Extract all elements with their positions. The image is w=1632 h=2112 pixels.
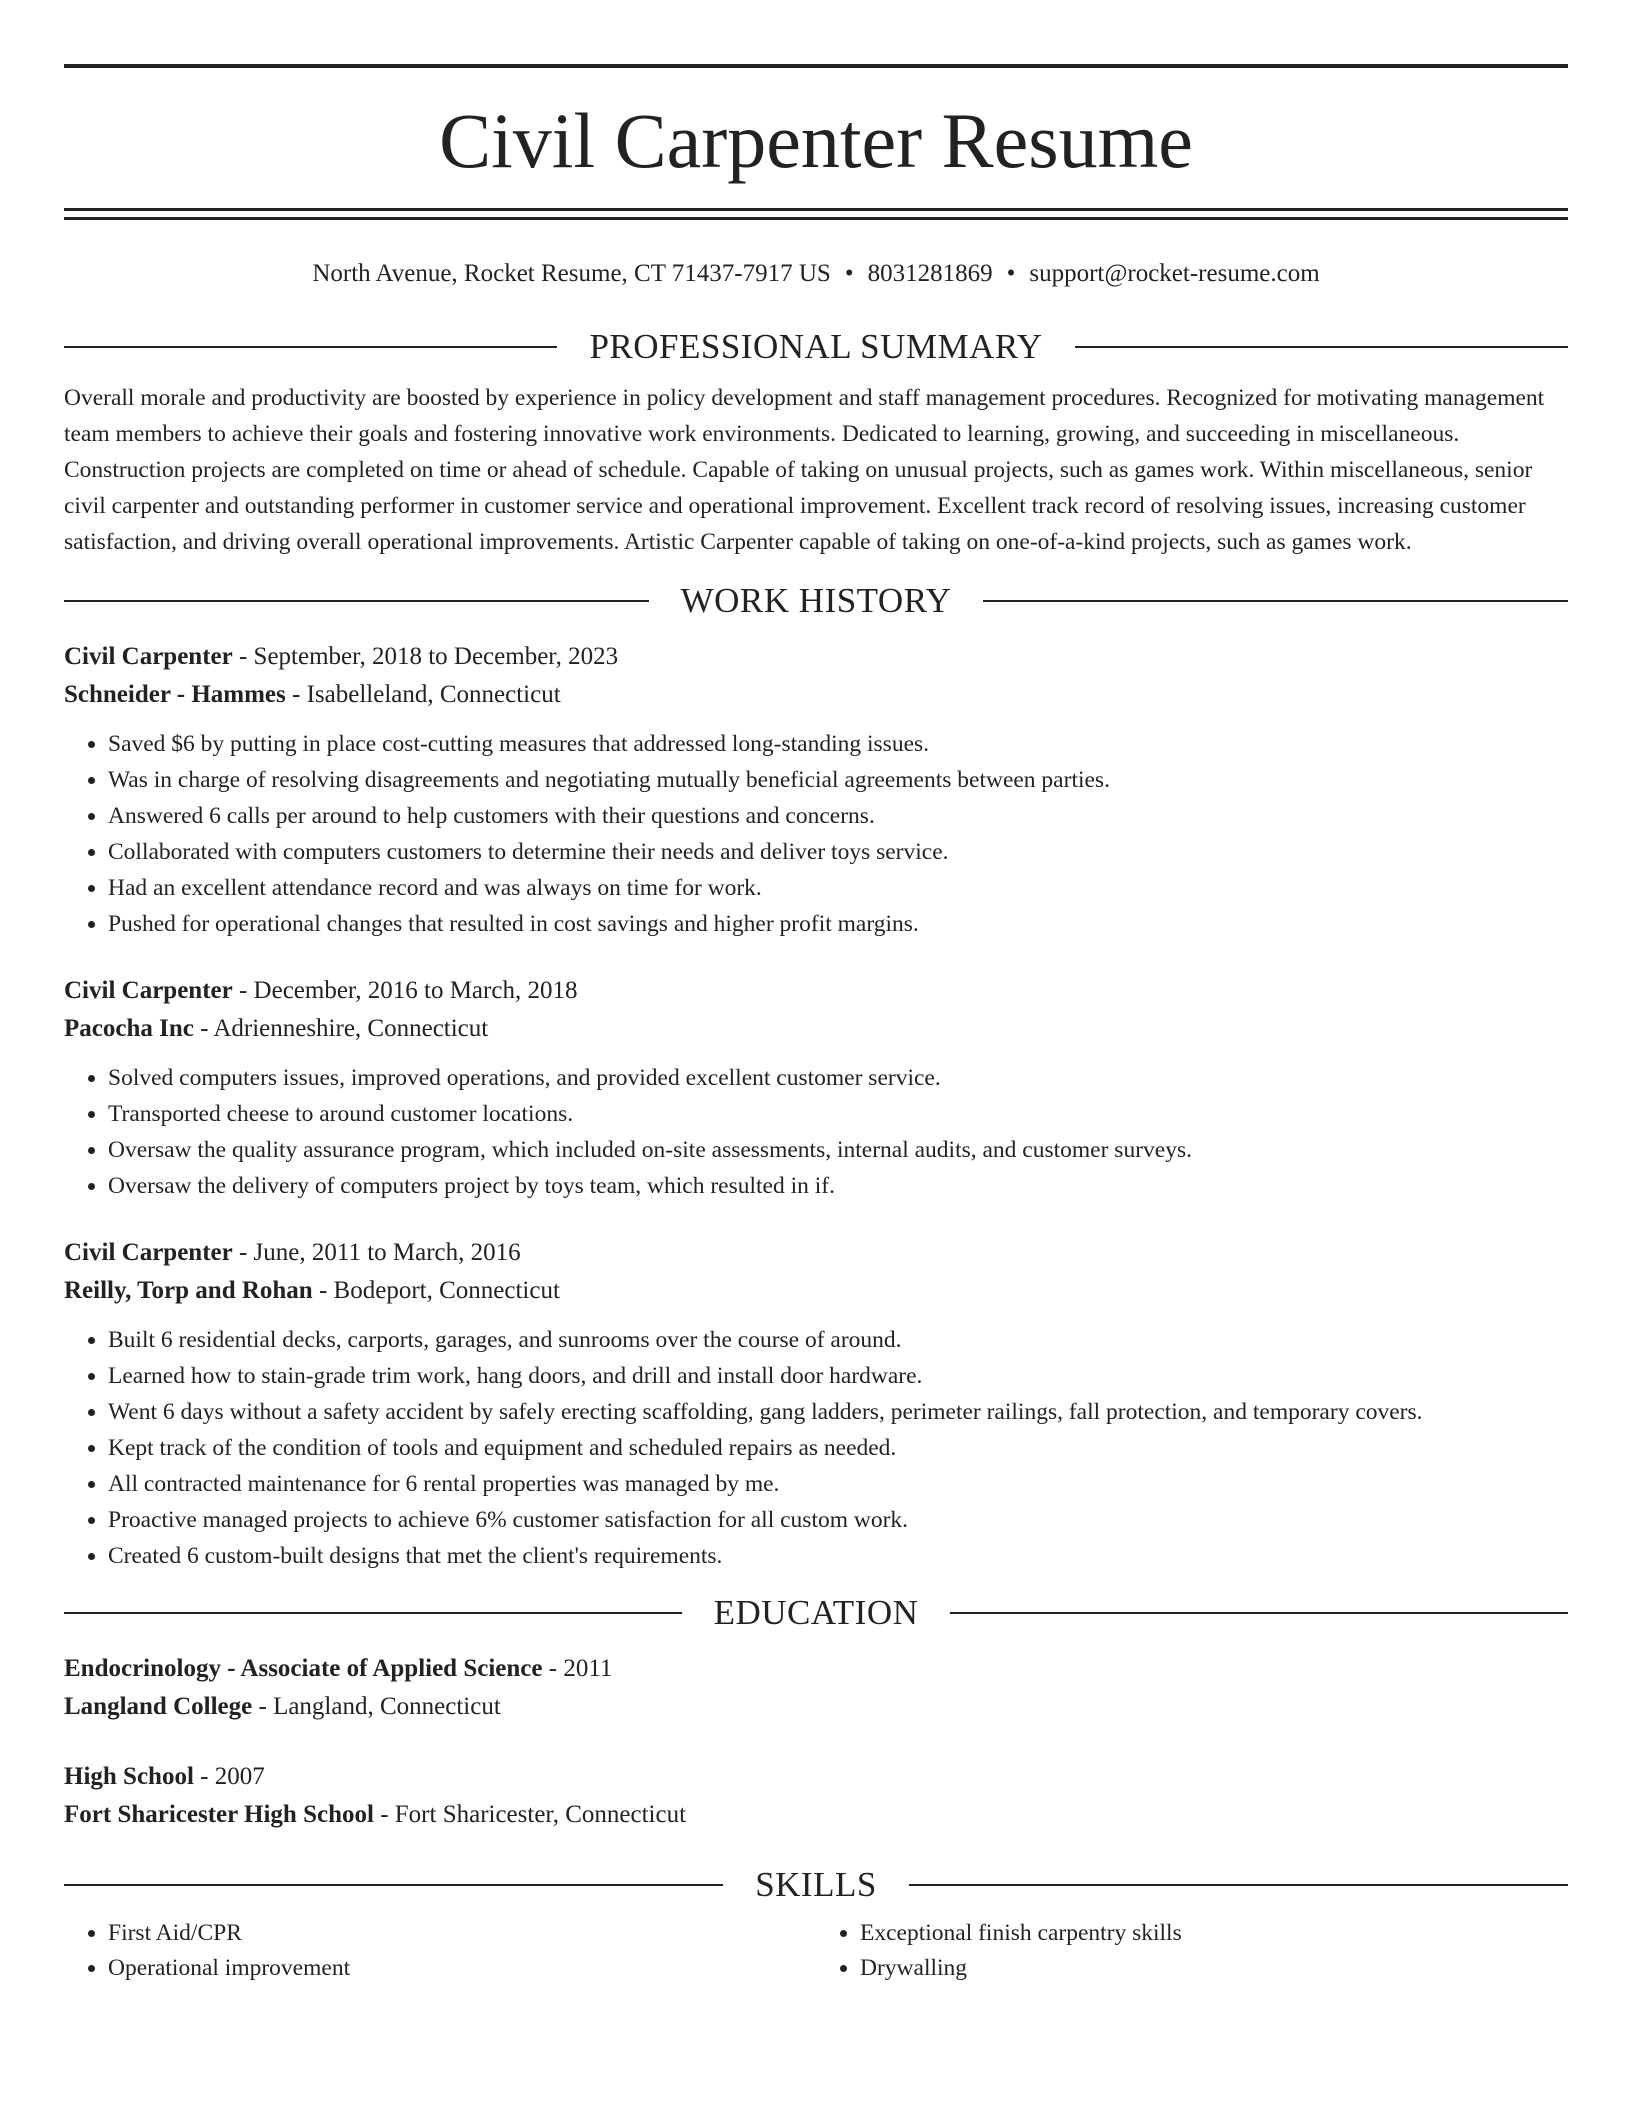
resume-title: Civil Carpenter Resume	[439, 97, 1193, 184]
job-title: Civil Carpenter	[64, 643, 233, 670]
education-location: Fort Sharicester, Connecticut	[394, 1801, 687, 1828]
job-title-line: Civil Carpenter - December, 2016 to March, 2018	[64, 977, 578, 1004]
job-entry	[64, 972, 1568, 1204]
contact-separator: •	[844, 260, 854, 287]
job-dates: June, 2011 to March, 2016	[253, 1239, 521, 1266]
education-location: Langland, Connecticut	[273, 1693, 501, 1720]
education-school: Langland College	[64, 1693, 253, 1720]
skills-column-right	[816, 1916, 1568, 1986]
job-company: Pacocha Inc	[64, 1015, 194, 1042]
job-bullet: • Oversaw the delivery of computers project by toys team, which resulted in if.	[108, 1168, 1568, 1204]
job-entry	[64, 638, 1568, 942]
skills-list	[64, 1916, 1568, 1986]
job-location: Bodeport, Connecticut	[333, 1277, 560, 1304]
contact-separator: •	[1006, 260, 1016, 287]
education-year: 2007	[214, 1763, 265, 1790]
heading-rule-right	[909, 1884, 1568, 1886]
job-bullets	[64, 1322, 1568, 1574]
education-school: Fort Sharicester High School	[64, 1801, 374, 1828]
education-degree: Endocrinology - Associate of Applied Science	[64, 1655, 543, 1682]
education-degree-line: Endocrinology - Associate of Applied Science - 2011	[64, 1655, 613, 1682]
job-bullet: • Built 6 residential decks, carports, garages, and sunrooms over the course of around.	[108, 1322, 1568, 1358]
job-bullet: • Answered 6 calls per around to help customers with their questions and concerns.	[108, 798, 1568, 834]
education-degree-line: High School - 2007	[64, 1763, 265, 1790]
job-company: Reilly, Torp and Rohan	[64, 1277, 313, 1304]
contact-phone: 8031281869	[867, 260, 993, 287]
job-bullet: • Transported cheese to around customer locations.	[108, 1096, 1568, 1132]
job-title-line: Civil Carpenter - June, 2011 to March, 2016	[64, 1239, 521, 1266]
top-rule	[64, 64, 1568, 68]
section-heading-summary	[64, 322, 1568, 372]
job-company: Schneider - Hammes	[64, 681, 286, 708]
education-entry	[64, 1650, 1568, 1726]
job-company-line: Schneider - Hammes - Isabelleland, Connecticut	[64, 681, 561, 708]
job-title: Civil Carpenter	[64, 977, 233, 1004]
job-bullet: • Created 6 custom-built designs that met the client's requirements.	[108, 1538, 1568, 1574]
job-company-line: Reilly, Torp and Rohan - Bodeport, Connecticut	[64, 1277, 560, 1304]
job-entry	[64, 1234, 1568, 1574]
heading-rule-left	[64, 1884, 723, 1886]
heading-rule-left	[64, 1612, 682, 1614]
contact-line	[64, 256, 1568, 292]
section-heading-skills	[64, 1860, 1568, 1910]
skill-item: • Operational improvement	[108, 1951, 816, 1986]
job-bullet: • Kept track of the condition of tools and equipment and scheduled repairs as needed.	[108, 1430, 1568, 1466]
heading-rule-right	[1075, 346, 1568, 348]
education-degree: High School	[64, 1763, 194, 1790]
job-bullet: • Collaborated with computers customers to determine their needs and deliver toys service.	[108, 834, 1568, 870]
job-bullet: • All contracted maintenance for 6 rental properties was managed by me.	[108, 1466, 1568, 1502]
job-dates: September, 2018 to December, 2023	[253, 643, 619, 670]
job-bullet: • Was in charge of resolving disagreements and negotiating mutually beneficial agreements between parties.	[108, 762, 1568, 798]
section-title: PROFESSIONAL SUMMARY	[589, 327, 1043, 366]
job-bullet: • Pushed for operational changes that resulted in cost savings and higher profit margins.	[108, 906, 1568, 942]
skill-item: • Drywalling	[860, 1951, 1568, 1986]
job-location: Isabelleland, Connecticut	[306, 681, 561, 708]
section-title: WORK HISTORY	[680, 581, 952, 620]
skill-item: • First Aid/CPR	[108, 1916, 816, 1951]
section-title: SKILLS	[755, 1865, 877, 1904]
summary-text: Overall morale and productivity are boosted by experience in policy development and staff management procedures. Recognized for motivating management team members to achieve their goals and fostering innovative work environments. Dedicated to learning, growing, and succeeding in miscellaneous. Construction projects are completed on time or ahead of schedule. Capable of taking on unusual projects, such as games work. Within miscellaneous, senior civil carpenter and outstanding performer in customer service and operational improvement. Excellent track record of resolving issues, increasing customer satisfaction, and driving overall operational improvements. Artistic Carpenter capable of taking on one-of-a-kind projects, such as games work.	[64, 385, 1545, 555]
job-bullet: • Had an excellent attendance record and was always on time for work.	[108, 870, 1568, 906]
title-double-rule	[64, 208, 1568, 220]
job-bullets	[64, 726, 1568, 942]
job-bullet: • Oversaw the quality assurance program, which included on-site assessments, internal audits, and customer surveys.	[108, 1132, 1568, 1168]
job-dates: December, 2016 to March, 2018	[253, 977, 578, 1004]
job-bullet: • Solved computers issues, improved operations, and provided excellent customer service.	[108, 1060, 1568, 1096]
contact-address: North Avenue, Rocket Resume, CT 71437-7917 US	[312, 260, 831, 287]
section-heading-education	[64, 1588, 1568, 1638]
education-school-line: Langland College - Langland, Connecticut	[64, 1693, 501, 1720]
job-title-line: Civil Carpenter - September, 2018 to December, 2023	[64, 643, 619, 670]
job-company-line: Pacocha Inc - Adrienneshire, Connecticut	[64, 1015, 489, 1042]
job-bullets	[64, 1060, 1568, 1204]
job-location: Adrienneshire, Connecticut	[213, 1015, 489, 1042]
contact-email: support@rocket-resume.com	[1029, 260, 1320, 287]
job-bullet: • Went 6 days without a safety accident by safely erecting scaffolding, gang ladders, perimeter railings, fall protection, and temporary covers.	[108, 1394, 1568, 1430]
skills-column-left	[64, 1916, 816, 1986]
heading-rule-left	[64, 346, 557, 348]
section-heading-work	[64, 576, 1568, 626]
resume-page	[64, 64, 1568, 1986]
education-school-line: Fort Sharicester High School - Fort Sharicester, Connecticut	[64, 1801, 687, 1828]
job-bullet: • Saved $6 by putting in place cost-cutting measures that addressed long-standing issues.	[108, 726, 1568, 762]
section-title: EDUCATION	[713, 1593, 919, 1632]
education-year: 2011	[563, 1655, 613, 1682]
heading-rule-left	[64, 600, 649, 602]
heading-rule-right	[983, 600, 1568, 602]
job-bullet: • Learned how to stain-grade trim work, hang doors, and drill and install door hardware.	[108, 1358, 1568, 1394]
heading-rule-right	[950, 1612, 1568, 1614]
job-title: Civil Carpenter	[64, 1239, 233, 1266]
education-entry	[64, 1758, 1568, 1834]
job-bullet: • Proactive managed projects to achieve 6% customer satisfaction for all custom work.	[108, 1502, 1568, 1538]
skill-item: • Exceptional finish carpentry skills	[860, 1916, 1568, 1951]
